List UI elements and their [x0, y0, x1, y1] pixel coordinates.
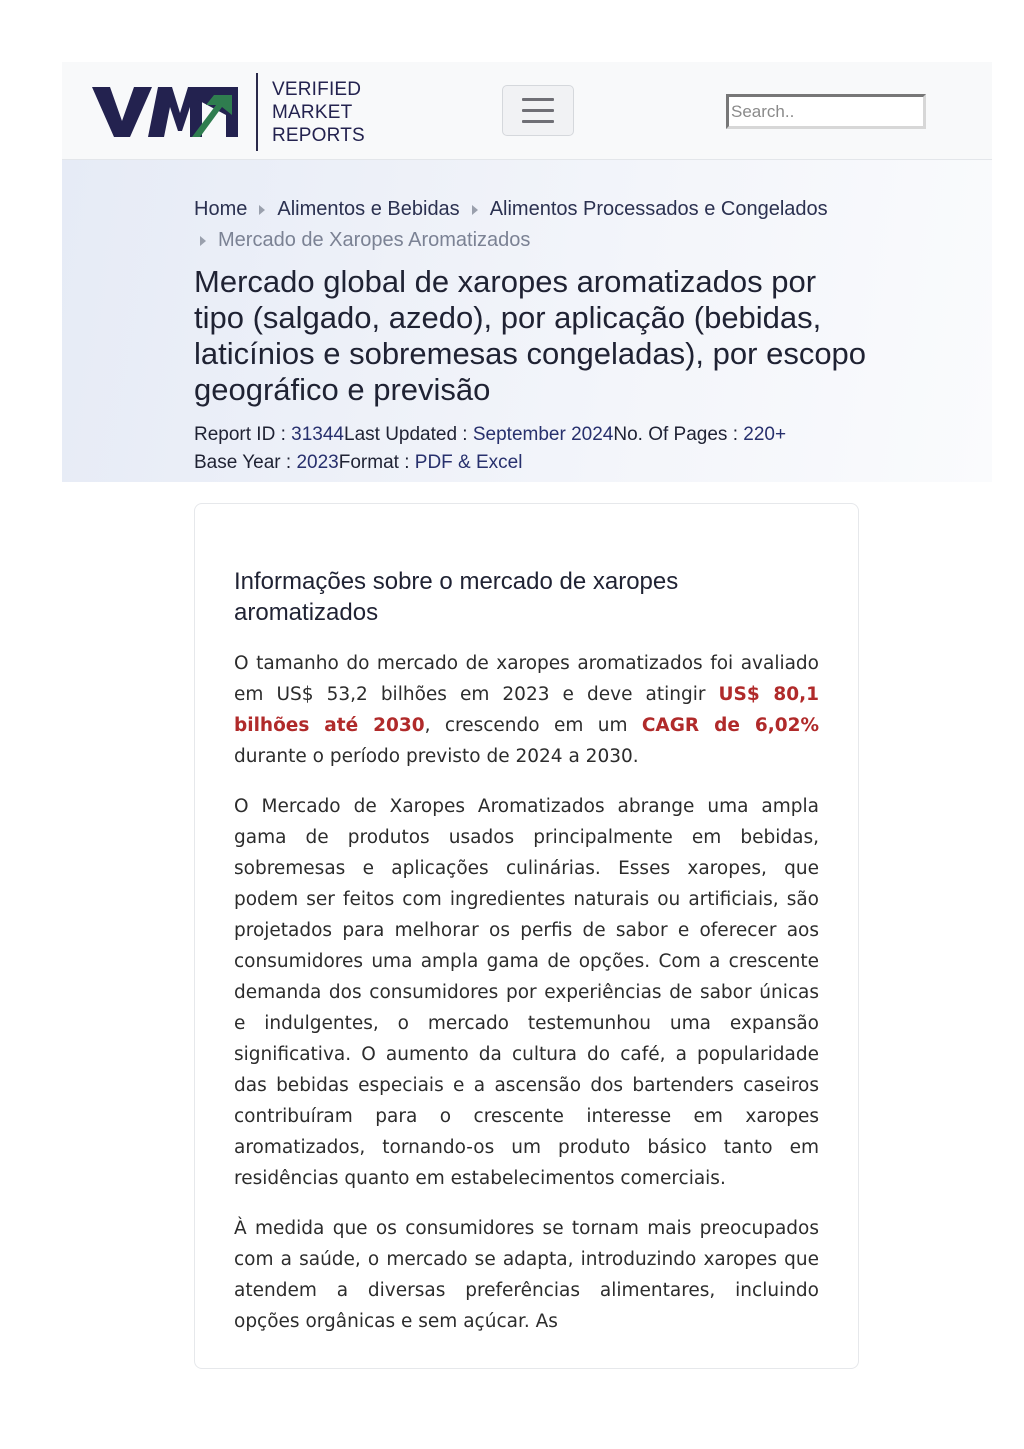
breadcrumb [194, 194, 874, 256]
breadcrumb-subcategory-link[interactable]: Alimentos Processados e Congelados [489, 198, 828, 220]
last-updated-value: September 2024 [472, 424, 614, 445]
search-input[interactable] [726, 94, 926, 129]
last-updated-label: Last Updated : [344, 424, 473, 445]
menu-toggle-button[interactable] [502, 85, 574, 136]
report-meta [194, 421, 894, 477]
pages-value: 220+ [743, 424, 787, 445]
breadcrumb-caret-icon [472, 205, 478, 215]
base-year-value: 2023 [296, 452, 339, 473]
brand-name-line: MARKET [272, 101, 353, 123]
breadcrumb-caret-icon [200, 236, 206, 246]
paragraph-text: durante o período previsto de 2024 a 2030. [234, 746, 639, 767]
article-card [194, 503, 859, 1369]
format-label: Format : [338, 452, 415, 473]
hamburger-icon-bar [522, 109, 554, 112]
brand-logo[interactable] [92, 72, 365, 152]
site-header [62, 62, 992, 160]
report-id-value: 31344 [291, 424, 344, 445]
base-year-label: Base Year : [194, 452, 297, 473]
page-title: Mercado global de xaropes aromatizados por tipo (salgado, azedo), por aplicação (bebidas, laticínios e sobremesas congeladas), por escopo geográfico e previsão [194, 264, 867, 407]
breadcrumb-home-link[interactable]: Home [194, 198, 248, 220]
breadcrumb-current: Mercado de Xaropes Aromatizados [218, 229, 531, 251]
market-value-highlight: US$ 80,1 bilhões até 2030 [234, 684, 819, 736]
brand-name-line: VERIFIED [272, 78, 362, 100]
brand-name [272, 78, 365, 147]
paragraph-text: O tamanho do mercado de xaropes aromatizados foi avaliado em US$ 53,2 bilhões em 2023 e deve atingir [234, 653, 819, 705]
paragraph-text: , crescendo em um [424, 715, 642, 736]
format-value: PDF & Excel [414, 452, 523, 473]
breadcrumb-caret-icon [259, 205, 265, 215]
hamburger-icon-bar [522, 120, 554, 123]
article-paragraph [234, 648, 819, 772]
article-paragraph: À medida que os consumidores se tornam mais preocupados com a saúde, o mercado se adapta, introduzindo xaropes que atendem a diversas preferências alimentares, incluindo opções orgânicas e sem açúcar. As [234, 1218, 819, 1332]
article-heading: Informações sobre o mercado de xaropes aromatizados [234, 568, 679, 626]
brand-name-line: REPORTS [272, 124, 365, 146]
report-id-label: Report ID : [194, 424, 292, 445]
report-hero [62, 160, 992, 482]
article-body [234, 648, 819, 1356]
logo-divider [256, 73, 258, 151]
article-paragraph: O Mercado de Xaropes Aromatizados abrange uma ampla gama de produtos usados principalmente em bebidas, sobremesas e aplicações culinárias. Esses xaropes, que podem ser feitos com ingredientes naturais ou artificiais, são projetados para melhorar os perfis de sabor e oferecer aos consumidores uma ampla gama de opções. Com a crescente demanda dos consumidores por experiências de sabor únicas e indulgentes, o mercado testemunhou uma expansão significativa. O aumento da cultura do café, a popularidade das bebidas especiais e a ascensão dos bartenders caseiros contribuíram para o crescente interesse em xaropes aromatizados, tornando-os um produto básico tanto em residências quanto em estabelecimentos comerciais. [234, 796, 819, 1189]
breadcrumb-category-link[interactable]: Alimentos e Bebidas [277, 198, 460, 220]
hamburger-icon [522, 98, 554, 101]
vmr-logo-icon [92, 85, 238, 139]
cagr-highlight: CAGR de 6,02% [641, 715, 819, 736]
pages-label: No. Of Pages : [613, 424, 744, 445]
